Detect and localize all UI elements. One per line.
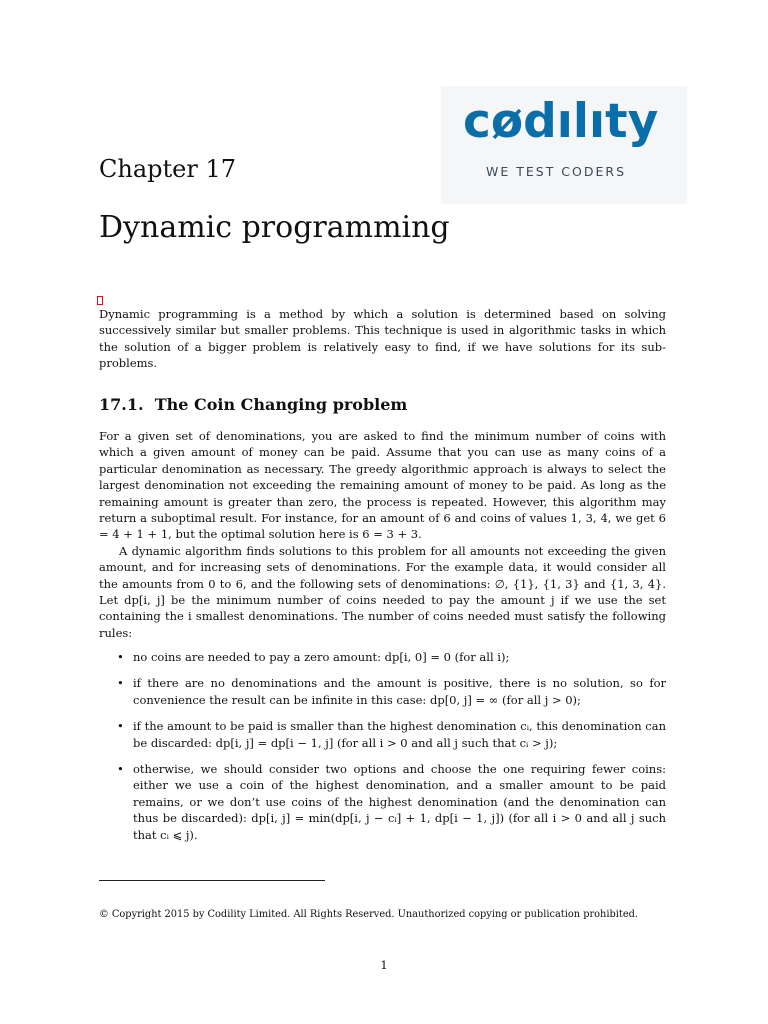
list-item xyxy=(99,675,666,708)
bullet-icon: • xyxy=(117,719,124,734)
list-item xyxy=(99,649,666,665)
logo-wordmark: cødılıty xyxy=(463,94,659,149)
chapter-label: Chapter 17 xyxy=(99,155,236,183)
paragraph: A dynamic algorithm finds solutions to this problem for all amounts not exceeding the given amount, and for increasing sets of denominations. For the example data, it would consider all the amounts from 0 to 6, and the following sets of denominations: ∅, {1}, {1, 3} and {1, 3, 4}. Let dp[i, j] be the minimum number of coins needed to pay the amount j if we use the set containing the i smallest denominations. The number of coins needed must satisfy the following rules: xyxy=(99,543,666,640)
list-item xyxy=(99,761,666,843)
chapter-title: Dynamic programming xyxy=(99,210,450,245)
anchor-marker xyxy=(97,296,103,305)
list-item-text: if the amount to be paid is smaller than the highest denomination cᵢ, this denomination can be discarded: dp[i, j] = dp[i − 1, j] (for all i > 0 and all j such that cᵢ > j); xyxy=(133,719,666,750)
bullet-icon: • xyxy=(117,676,124,691)
page-number: 1 xyxy=(380,958,388,972)
section-body xyxy=(99,428,666,641)
footnote: © Copyright 2015 by Codility Limited. All Rights Reserved. Unauthorized copying or publication prohibited. xyxy=(99,909,639,920)
section-heading xyxy=(99,394,407,416)
paragraph: For a given set of denominations, you are asked to find the minimum number of coins with which a given amount of money can be paid. Assume that you can use as many coins of a particular denomination as necessary. The greedy algorithmic approach is always to select the largest denomination not exceeding the remaining amount of money to be paid. As long as the remaining amount is greater than zero, the process is repeated. However, this algorithm may return a suboptimal result. For instance, for an amount of 6 and coins of values 1, 3, 4, we get 6 = 4 + 1 + 1, but the optimal solution here is 6 = 3 + 3. xyxy=(99,429,666,542)
bullet-icon: • xyxy=(117,650,124,664)
intro-text: Dynamic programming is a method by which a solution is determined based on solving successively similar but smaller problems. This technique is used in algorithmic tasks in which the solution of a bigger problem is relatively easy to find, if we have solutions for its sub-problems. xyxy=(99,307,666,371)
list-item-text: if there are no denominations and the amount is positive, there is no solution, so for convenience the result can be infinite in this case: dp[0, j] = ∞ (for all j > 0); xyxy=(133,676,666,707)
list-item-text: no coins are needed to pay a zero amount: dp[i, 0] = 0 (for all i); xyxy=(133,650,510,664)
section-number: 17.1. xyxy=(99,395,144,414)
codility-logo xyxy=(441,86,687,204)
list-item-text: otherwise, we should consider two options and choose the one requiring fewer coins: either we use a coin of the highest denomination, and a smaller amount to be paid remains, or we don’t use coins of the highest denomination (and the denomination can thus be discarded): dp[i, j] = min(dp[i, j − cᵢ] + 1, dp[i − 1, j]) (for all i > 0 and all j such that cᵢ ⩽ j). xyxy=(133,762,666,842)
logo-tagline: WE TEST CODERS xyxy=(486,164,627,179)
bullet-icon: • xyxy=(117,762,124,777)
section-title: The Coin Changing problem xyxy=(154,395,408,414)
rules-list xyxy=(99,649,666,853)
intro-paragraph xyxy=(99,306,666,372)
list-item xyxy=(99,718,666,751)
footnote-rule xyxy=(99,880,325,881)
